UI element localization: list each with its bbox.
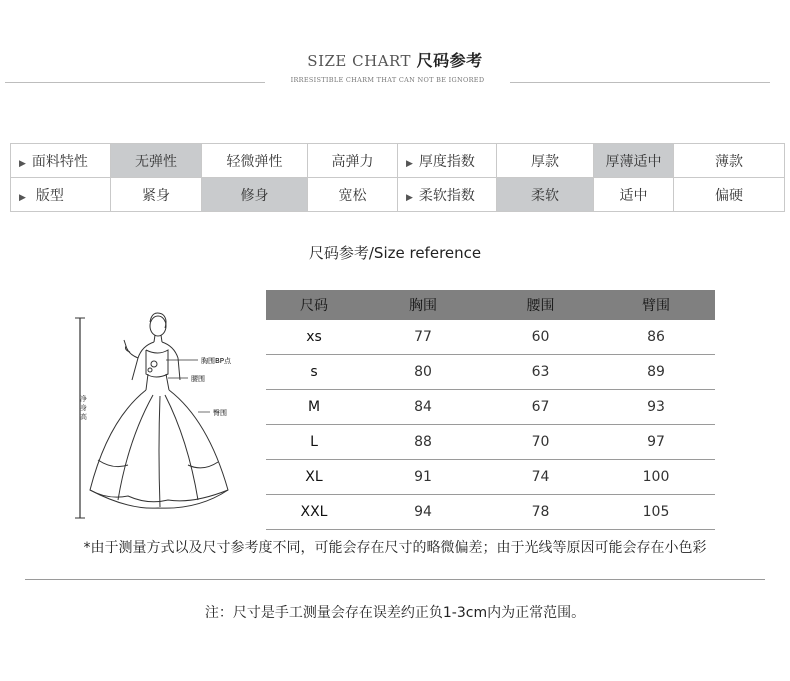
title-english: SIZE CHART [307, 52, 412, 70]
dress-figure-illustration [68, 300, 258, 525]
bust-cell: 77 [362, 320, 484, 355]
arm-cell: 89 [597, 355, 715, 390]
property-label-softness: ▶ 柔软指数 [398, 178, 497, 212]
properties-row-fit [11, 178, 785, 212]
property-option: 厚款 [497, 144, 594, 178]
arm-cell: 93 [597, 390, 715, 425]
height-label: 净身高 [80, 395, 87, 421]
size-cell: s [266, 355, 362, 390]
table-row [266, 495, 715, 530]
size-cell: XXL [266, 495, 362, 530]
property-option-selected: 柔软 [497, 178, 594, 212]
waist-label: 腰围 [191, 375, 205, 383]
bust-cell: 91 [362, 460, 484, 495]
arm-cell: 86 [597, 320, 715, 355]
arm-cell: 100 [597, 460, 715, 495]
arm-cell: 97 [597, 425, 715, 460]
property-option: 高弹力 [308, 144, 398, 178]
property-label-thickness: ▶ 厚度指数 [398, 144, 497, 178]
arm-cell: 105 [597, 495, 715, 530]
header-waist: 腰围 [484, 290, 597, 320]
property-option-selected: 厚薄适中 [594, 144, 674, 178]
waist-cell: 63 [484, 355, 597, 390]
waist-cell: 70 [484, 425, 597, 460]
waist-cell: 67 [484, 390, 597, 425]
fabric-properties-table [10, 143, 785, 212]
size-cell: L [266, 425, 362, 460]
header-arm: 臂围 [597, 290, 715, 320]
size-reference-title: 尺码参考/Size reference [308, 244, 482, 262]
bust-label: 胸围BP点 [201, 357, 232, 365]
measurement-note: 注：尺寸是手工测量会存在误差约正负1-3cm内为正常范围。 [204, 605, 586, 621]
triangle-bullet-icon: ▶ [19, 192, 26, 203]
bust-cell: 80 [362, 355, 484, 390]
table-row [266, 320, 715, 355]
table-row [266, 425, 715, 460]
size-table [266, 290, 715, 530]
triangle-bullet-icon: ▶ [406, 158, 413, 169]
title-chinese: 尺码参考 [416, 51, 483, 70]
bust-cell: 84 [362, 390, 484, 425]
header-subtitle: IRRESISTIBLE CHARM THAT CAN NOT BE IGNORED [265, 76, 510, 84]
bust-cell: 88 [362, 425, 484, 460]
waist-cell: 74 [484, 460, 597, 495]
property-option: 适中 [594, 178, 674, 212]
section-divider [25, 579, 765, 580]
property-option-selected: 修身 [202, 178, 308, 212]
table-row [266, 355, 715, 390]
header-size: 尺码 [266, 290, 362, 320]
property-option: 轻微弹性 [202, 144, 308, 178]
property-option: 偏硬 [674, 178, 785, 212]
property-option: 薄款 [674, 144, 785, 178]
table-row [266, 460, 715, 495]
size-cell: M [266, 390, 362, 425]
property-label-fit: ▶ 版型 [11, 178, 111, 212]
disclaimer-note: *由于测量方式以及尺寸参考度不同，可能会存在尺寸的略微偏差；由于光线等原因可能会存在小色彩 [83, 540, 707, 556]
bust-cell: 94 [362, 495, 484, 530]
waist-cell: 60 [484, 320, 597, 355]
property-option-selected: 无弹性 [111, 144, 202, 178]
properties-row-fabric [11, 144, 785, 178]
page-title [0, 48, 790, 71]
size-cell: XL [266, 460, 362, 495]
property-option: 紧身 [111, 178, 202, 212]
property-option: 宽松 [308, 178, 398, 212]
triangle-bullet-icon: ▶ [19, 158, 26, 169]
hip-label: 臀围 [213, 409, 227, 417]
table-row [266, 390, 715, 425]
size-cell: xs [266, 320, 362, 355]
size-table-header [266, 290, 715, 320]
header-bust: 胸围 [362, 290, 484, 320]
waist-cell: 78 [484, 495, 597, 530]
triangle-bullet-icon: ▶ [406, 192, 413, 203]
property-label-fabric: ▶ 面料特性 [11, 144, 111, 178]
